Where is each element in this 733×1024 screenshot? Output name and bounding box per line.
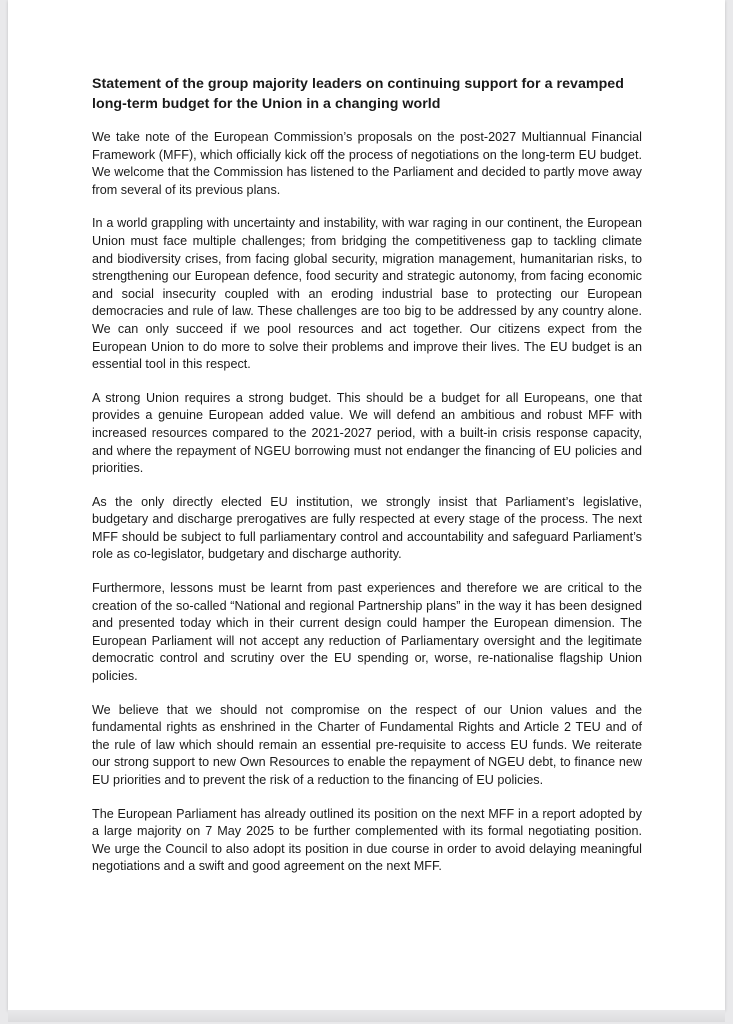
paragraph-mff-proposals: We take note of the European Commission’s proposals on the post-2027 Multiannual Financial Framework (MFF), which officially kick off the process of negotiations on the long-term EU budget. We welcome that the Commission has listened to the Parliament and decided to partly move away from several of its previous plans. [92, 130, 642, 197]
paragraph-parliament-position: The European Parliament has already outlined its position on the next MFF in a report adopted by a large majority on 7 May 2025 to be further complemented with its formal negotiating position. We urge the Council to also adopt its position in due course in order to avoid delaying meaningful negotiations and a swift and good agreement on the next MFF. [92, 806, 642, 874]
paragraph-strong-budget: A strong Union requires a strong budget. This should be a budget for all Europeans, one that provides a genuine European added value. We will defend an ambitious and robust MFF with increased resources compared to the 2021-2027 period, with a built-in crisis response capacity, and where the repayment of NGEU borrowing must not endanger the financing of EU policies and priorities. [92, 390, 642, 476]
paragraph-parliament-prerogatives: As the only directly elected EU institution, we strongly insist that Parliament’s legislative, budgetary and discharge prerogatives are fully respected at every stage of the process. The next MFF should be subject to full parliamentary control and accountability and safeguard Parliament’s role as co-legislator, budgetary and discharge authority. [92, 494, 642, 562]
paragraph-challenges: In a world grappling with uncertainty and instability, with war raging in our continent, the European Union must face multiple challenges; from bridging the competitiveness gap to tackling climate and biodiversity crises, from facing global security, migration management, humanitarian risks, to strengthening our European defence, food security and strategic autonomy, from facing economic and social insecurity coupled with an eroding industrial base to protecting our European democracies and rule of law. These challenges are too big to be addressed by any country alone. We can only succeed if we pool resources and act together. Our citizens expect from the European Union to do more to solve their problems and improve their lives. The EU budget is an essential tool in this respect. [92, 216, 642, 372]
document-page [8, 0, 725, 1010]
statement-title: Statement of the group majority leaders on continuing support for a revamped long-term budget for the Union in a changing world [92, 76, 624, 112]
document-body [92, 74, 642, 876]
paragraph-partnership-plans: Furthermore, lessons must be learnt from past experiences and therefore we are critical to the creation of the so-called “National and regional Partnership plans” in the way it has been designed and presented today which in their current design could hamper the European dimension. The European Parliament will not accept any reduction of Parliamentary oversight and the legitimate democratic control and scrutiny over the EU spending or, worse, re-nationalise flagship Union policies. [92, 581, 642, 684]
paragraph-union-values: We believe that we should not compromise on the respect of our Union values and the fundamental rights as enshrined in the Charter of Fundamental Rights and Article 2 TEU and of the rule of law which should remain an essential pre-requisite to access EU funds. We reiterate our strong support to new Own Resources to enable the repayment of NGEU debt, to finance new EU priorities and to prevent the risk of a reduction to the financing of EU policies. [92, 702, 642, 787]
